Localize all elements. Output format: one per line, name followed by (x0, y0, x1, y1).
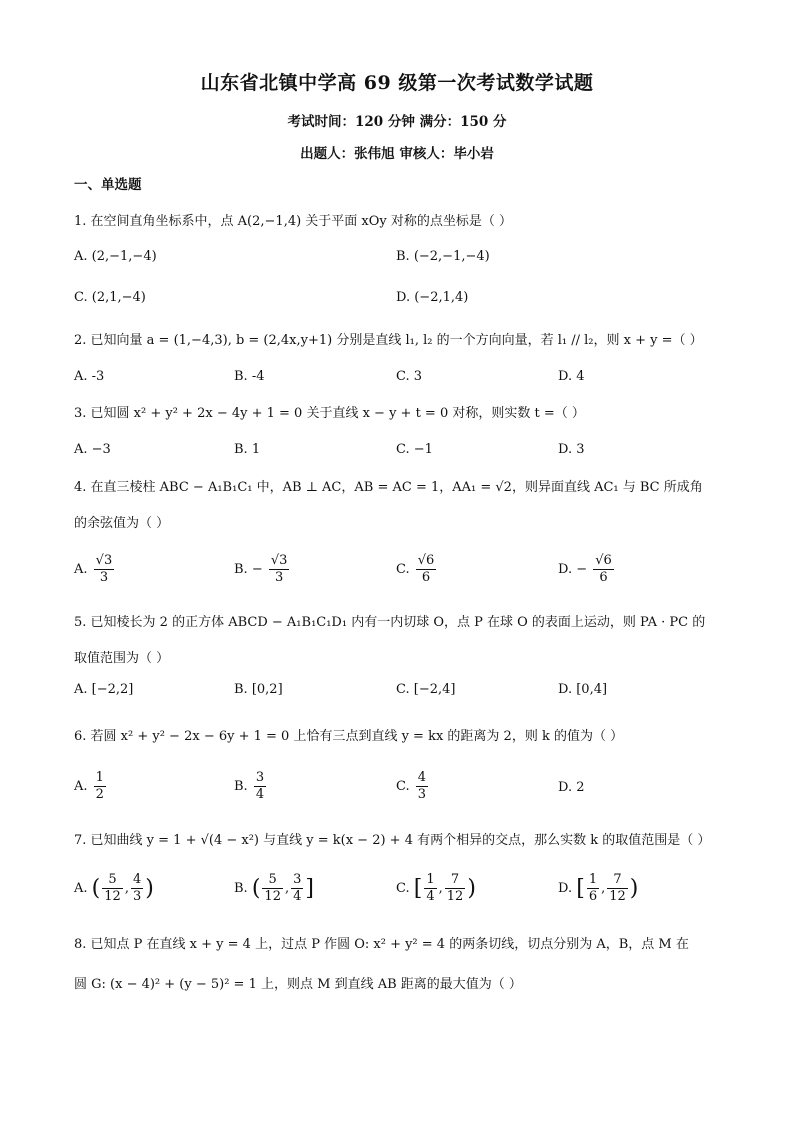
q6-b-fraction: $\frac{3}{4}$ (255, 770, 265, 802)
question-7: 7. 已知曲线 y = 1 + √(4 − x²) 与直线 y = k(x − 2) + 4 有两个相异的交点，那么实数 k 的取值范围是（ ） (74, 833, 711, 848)
question-5: 5. 已知棱长为 2 的正方体 ABCD − A₁B₁C₁D₁ 内有一内切球 O，点 P 在球 O 的表面上运动，则 PA · PC 的 (74, 615, 706, 630)
q1-option-c[interactable]: C. (2,1,−4) (74, 290, 146, 305)
q6-c-fraction: $\frac{4}{3}$ (417, 770, 427, 802)
q5-option-c[interactable]: C. [−2,4] (396, 682, 456, 697)
authors-line: 出题人：张伟旭 审核人：毕小岩 (300, 146, 494, 162)
q6-option-c[interactable]: C. $\frac{4}{3}$ (396, 770, 427, 802)
q4-option-b[interactable]: B. − $\frac{√3}{3}$ (234, 553, 288, 585)
q1-option-a[interactable]: A. (2,−1,−4) (74, 249, 157, 264)
q2-option-a[interactable]: A. -3 (74, 369, 105, 384)
question-2: 2. 已知向量 a = (1,−4,3), b = (2,4x,y+1) 分别是直线 l₁, l₂ 的一个方向向量，若 l₁ // l₂，则 x + y =（ ） (74, 333, 703, 348)
exam-info: 考试时间：120 分钟 满分：150 分 (287, 114, 507, 130)
q3-option-b[interactable]: B. 1 (234, 442, 261, 457)
q4-d-fraction: $\frac{√6}{6}$ (595, 553, 612, 585)
question-3: 3. 已知圆 x² + y² + 2x − 4y + 1 = 0 关于直线 x − y + t = 0 对称，则实数 t =（ ） (74, 406, 585, 421)
q4-option-d[interactable]: D. − $\frac{√6}{6}$ (558, 553, 612, 585)
question-6: 6. 若圆 x² + y² − 2x − 6y + 1 = 0 上恰有三点到直线 y = kx 的距离为 2，则 k 的值为（ ） (74, 729, 624, 744)
q7-option-d[interactable]: D. [ $\frac{1}{6}$ , $\frac{7}{12}$ ) (558, 872, 639, 904)
q1-option-b[interactable]: B. (−2,−1,−4) (396, 249, 490, 264)
question-4-cont: 的余弦值为（ ） (74, 516, 170, 531)
q4-option-a[interactable]: A. $\frac{√3}{3}$ (74, 553, 113, 585)
q4-c-fraction: $\frac{√6}{6}$ (417, 553, 435, 585)
q6-option-d[interactable]: D. 2 (558, 780, 585, 795)
question-1: 1. 在空间直角坐标系中，点 A(2,−1,4) 关于平面 xOy 对称的点坐标是（ ） (74, 214, 513, 229)
q4-option-c[interactable]: C. $\frac{√6}{6}$ (396, 553, 435, 585)
q6-option-b[interactable]: B. $\frac{3}{4}$ (234, 770, 265, 802)
question-4: 4. 在直三棱柱 ABC − A₁B₁C₁ 中，AB ⊥ AC，AB = AC = 1，AA₁ = √2，则异面直线 AC₁ 与 BC 所成角 (74, 480, 703, 495)
q5-option-b[interactable]: B. [0,2] (234, 682, 283, 697)
section-heading: 一、单选题 (74, 177, 142, 193)
q6-option-a[interactable]: A. $\frac{1}{2}$ (74, 770, 104, 802)
question-5-cont: 取值范围为（ ） (74, 651, 170, 666)
q4-a-fraction: $\frac{√3}{3}$ (95, 553, 113, 585)
q3-option-a[interactable]: A. −3 (74, 442, 111, 457)
q2-option-d[interactable]: D. 4 (558, 369, 585, 384)
question-8-cont: 圆 G: (x − 4)² + (y − 5)² = 1 上，则点 M 到直线 AB 距离的最大值为（ ） (74, 977, 522, 992)
q7-option-a[interactable]: A. ( $\frac{5}{12}$ , $\frac{4}{3}$ ) (74, 872, 154, 904)
q3-option-d[interactable]: D. 3 (558, 442, 585, 457)
q1-option-d[interactable]: D. (−2,1,4) (396, 290, 469, 305)
question-8: 8. 已知点 P 在直线 x + y = 4 上，过点 P 作圆 O: x² + y² = 4 的两条切线，切点分别为 A，B，点 M 在 (74, 937, 689, 952)
page-title: 山东省北镇中学高 69 级第一次考试数学试题 (200, 72, 594, 94)
q5-option-a[interactable]: A. [−2,2] (74, 682, 134, 697)
q7-option-c[interactable]: C. [ $\frac{1}{4}$ , $\frac{7}{12}$ ) (396, 872, 476, 904)
q5-option-d[interactable]: D. [0,4] (558, 682, 608, 697)
q2-option-b[interactable]: B. -4 (234, 369, 265, 384)
q7-option-b[interactable]: B. ( $\frac{5}{12}$ , $\frac{3}{4}$ ] (234, 872, 314, 904)
q3-option-c[interactable]: C. −1 (396, 442, 433, 457)
q2-option-c[interactable]: C. 3 (396, 369, 423, 384)
q4-b-fraction: $\frac{√3}{3}$ (270, 553, 288, 585)
q6-a-fraction: $\frac{1}{2}$ (95, 770, 104, 802)
